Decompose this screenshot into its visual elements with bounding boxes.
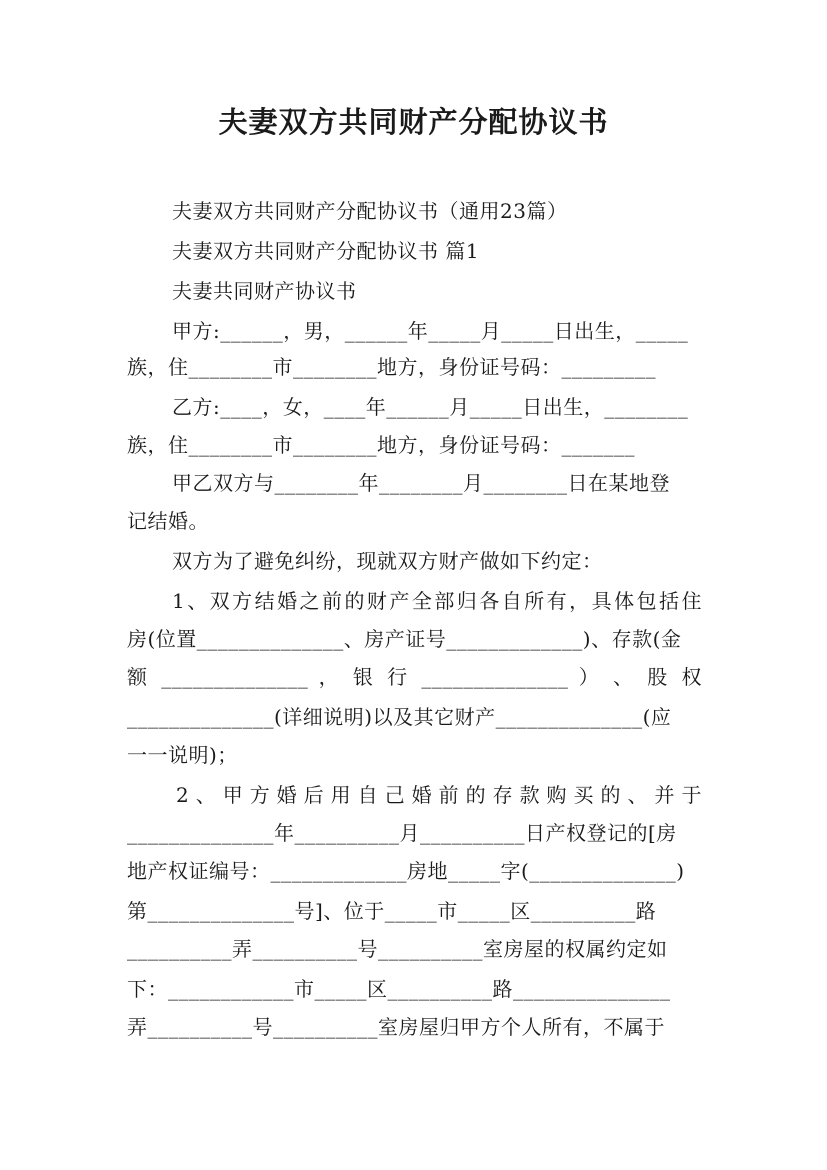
document-title: 夫妻双方共同财产分配协议书 xyxy=(218,105,609,139)
paragraph-line: 双方为了避免纠纷，现就双方财产做如下约定： xyxy=(172,549,603,573)
paragraph-line: 额 ______________ ， 银 行 ______________ ） 、 股 权 xyxy=(127,665,702,689)
paragraph-line: ______________年__________月__________日产权登记的[房 xyxy=(127,821,677,845)
paragraph-line: ______________(详细说明)以及其它财产______________(应 xyxy=(127,705,672,729)
paragraph-line: 甲方:______，男，______年_____月_____日出生，_____ xyxy=(172,319,689,343)
paragraph-line: 夫妻双方共同财产分配协议书（通用23篇） xyxy=(172,199,568,223)
paragraph-line: 2、甲方婚后用自己婚前的存款购买的、并于 xyxy=(176,783,702,807)
paragraph-line: 弄__________号__________室房屋归甲方个人所有，不属于 xyxy=(127,1015,665,1039)
paragraph-line: 记结婚。 xyxy=(127,509,209,533)
paragraph-line: 乙方:____，女，____年______月_____日出生，________ xyxy=(172,395,689,419)
paragraph-line: 族，住________市________地方，身份证号码：_________ xyxy=(127,355,656,379)
paragraph-line: __________弄__________号__________室房屋的权属约定如 xyxy=(127,937,668,961)
paragraph-line: 甲乙双方与________年________月________日在某地登 xyxy=(172,471,670,495)
paragraph-line: 夫妻共同财产协议书 xyxy=(172,279,357,303)
paragraph-line: 夫妻双方共同财产分配协议书 篇1 xyxy=(172,239,480,263)
paragraph-line: 1、双方结婚之前的财产全部归各自所有，具体包括住 xyxy=(172,589,702,613)
paragraph-line: 下：____________市_____区__________路_______________ xyxy=(127,977,671,1001)
paragraph-line: 第______________号]、位于_____市_____区__________路 xyxy=(127,899,657,923)
paragraph-line: 一一说明)； xyxy=(127,743,238,767)
paragraph-line: 地产权证编号：_____________房地_____字(______________) xyxy=(127,859,685,883)
paragraph-line: 族，住________市________地方，身份证号码：_______ xyxy=(127,433,635,457)
paragraph-line: 房(位置______________、房产证号_____________)、存款(金 xyxy=(127,627,682,651)
